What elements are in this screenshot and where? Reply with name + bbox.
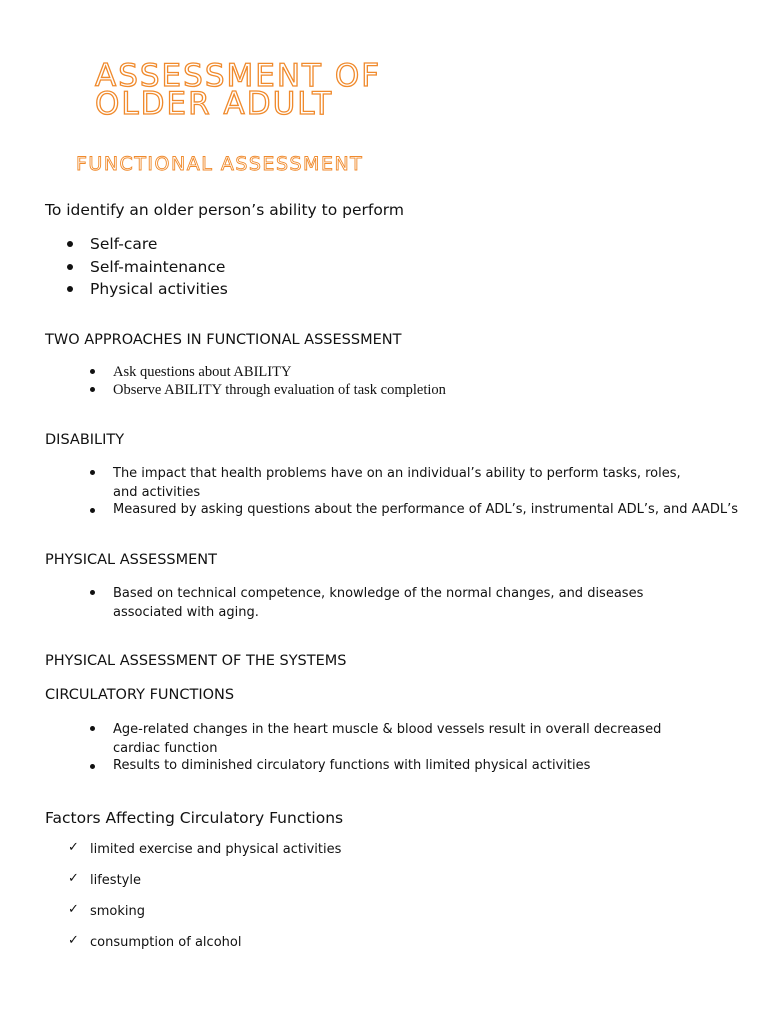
section-heading-approaches: TWO APPROACHES IN FUNCTIONAL ASSESSMENT xyxy=(45,332,402,348)
intro-text: To identify an older person’s ability to perform xyxy=(45,201,404,219)
list-item: Age-related changes in the heart muscle & blood vessels result in overall decreased cardiac function xyxy=(113,722,662,756)
checkmark-icon: ✓ xyxy=(68,933,79,948)
section-heading-physical: PHYSICAL ASSESSMENT xyxy=(45,552,217,568)
list-item: The impact that health problems have on an individual’s ability to perform tasks, roles, and activities xyxy=(113,466,681,500)
list-item: smoking xyxy=(90,904,146,919)
bullet-icon xyxy=(67,286,73,292)
bullet-icon xyxy=(90,764,95,769)
section-heading-systems: PHYSICAL ASSESSMENT OF THE SYSTEMS xyxy=(45,653,347,669)
list-item: lifestyle xyxy=(90,873,141,888)
list-item: Ask questions about ABILITY xyxy=(113,364,292,380)
title-line-2: OLDER ADULT xyxy=(95,86,334,122)
list-item: Measured by asking questions about the performance of ADL’s, instrumental ADL’s, and AADL’s xyxy=(113,502,738,517)
section-heading-circulatory: CIRCULATORY FUNCTIONS xyxy=(45,687,235,703)
list-item: Based on technical competence, knowledge of the normal changes, and diseases associated with aging. xyxy=(113,586,644,620)
title-line-1: ASSESSMENT OF xyxy=(95,58,382,94)
subtitle: FUNCTIONAL ASSESSMENT xyxy=(76,153,364,175)
section-heading-disability: DISABILITY xyxy=(45,432,125,448)
bullet-icon xyxy=(67,264,73,270)
checkmark-icon: ✓ xyxy=(68,840,79,855)
bullet-icon xyxy=(90,590,95,595)
section-heading-factors: Factors Affecting Circulatory Functions xyxy=(45,809,344,827)
list-item: Physical activities xyxy=(90,280,228,298)
bullet-icon xyxy=(90,726,95,731)
checkmark-icon: ✓ xyxy=(68,871,79,886)
bullet-icon xyxy=(90,470,95,475)
bullet-icon xyxy=(90,508,95,513)
checkmark-icon: ✓ xyxy=(68,902,79,917)
bullet-icon xyxy=(90,369,95,374)
list-item: Observe ABILITY through evaluation of task completion xyxy=(113,382,446,398)
list-item: Results to diminished circulatory functions with limited physical activities xyxy=(113,758,591,773)
list-item: limited exercise and physical activities xyxy=(90,842,342,857)
list-item: Self-care xyxy=(90,235,158,253)
list-item: Self-maintenance xyxy=(90,258,226,276)
bullet-icon xyxy=(90,387,95,392)
bullet-icon xyxy=(67,241,73,247)
list-item: consumption of alcohol xyxy=(90,935,242,950)
